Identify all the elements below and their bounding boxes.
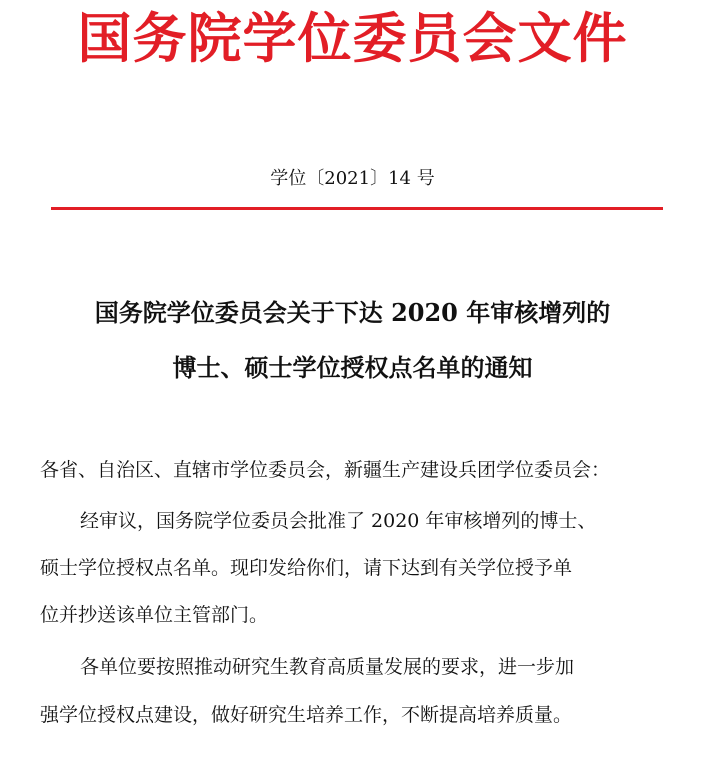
- paragraph-1-line-1: 经审议，国务院学位委员会批准了 2020 年审核增列的博士、: [80, 510, 597, 532]
- red-divider-line: [51, 207, 663, 210]
- addressee-line: 各省、自治区、直辖市学位委员会，新疆生产建设兵团学位委员会：: [40, 459, 611, 481]
- notice-title-line-1: 国务院学位委员会关于下达 2020 年审核增列的: [94, 298, 611, 327]
- paragraph-1-line-2: 硕士学位授权点名单。现印发给你们，请下达到有关学位授予单: [40, 557, 573, 579]
- notice-title-line-2: 博士、硕士学位授权点名单的通知: [172, 353, 533, 382]
- document-header-title: 国务院学位委员会文件: [77, 7, 628, 70]
- paragraph-2-line-2: 强学位授权点建设，做好研究生培养工作，不断提高培养质量。: [40, 704, 573, 726]
- document-number: 学位〔2021〕14 号: [270, 168, 435, 189]
- paragraph-1-line-3: 位并抄送该单位主管部门。: [40, 604, 269, 626]
- paragraph-2-line-1: 各单位要按照推动研究生教育高质量发展的要求，进一步加: [80, 656, 575, 678]
